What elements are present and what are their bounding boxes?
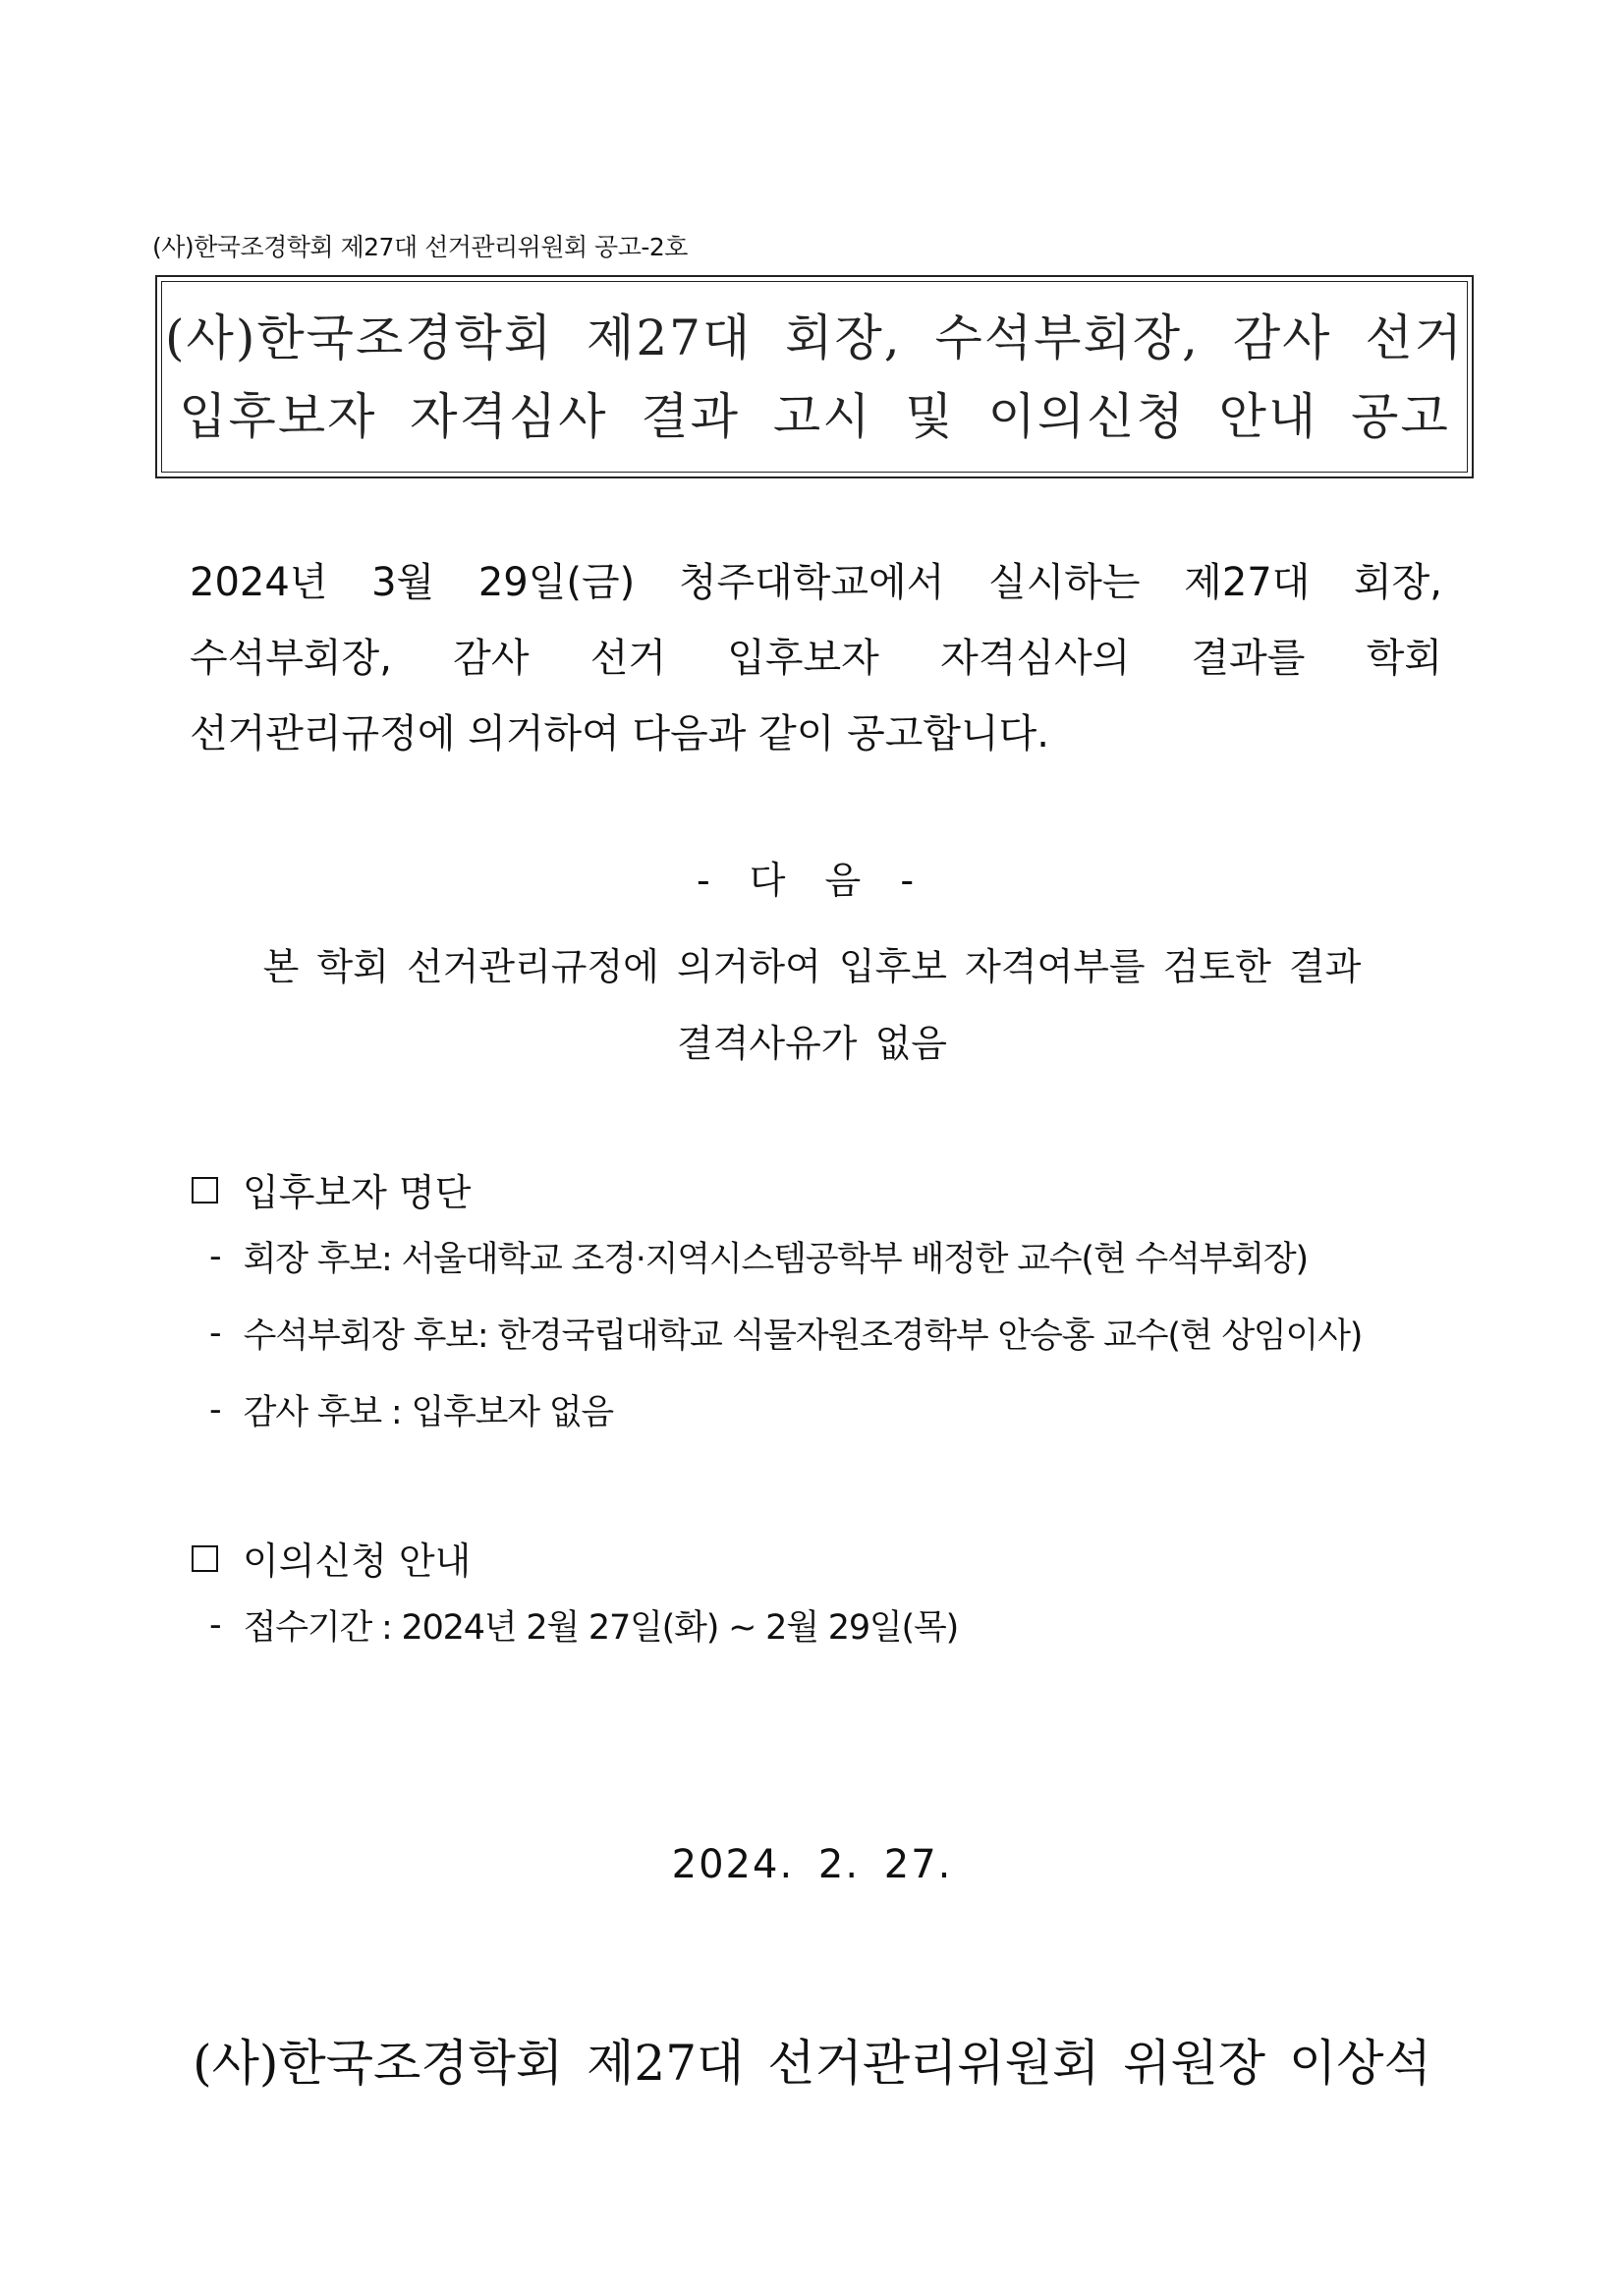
candidate-text: 감사 후보 : 입후보자 없음 [243, 1393, 614, 1432]
intro-line-3: 선거관리규정에 의거하여 다음과 같이 공고합니다. [190, 711, 1050, 756]
candidate-item [192, 1295, 1362, 1372]
candidate-item [192, 1372, 1362, 1448]
title-line-2: 입후보자 자격심사 결과 고시 및 이의신청 안내 공고 [179, 387, 1450, 445]
objection-text: 접수기간 : 2024년 2월 27일(화) ~ 2월 29일(목) [243, 1608, 959, 1648]
checkbox-icon [192, 1545, 218, 1572]
title-box-inner [161, 281, 1468, 473]
candidate-text: 회장 후보: 서울대학교 조경·지역시스템공학부 배정한 교수(현 수석부회장) [243, 1240, 1308, 1279]
objection-item [192, 1587, 958, 1663]
intro-line-2: 수석부회장, 감사 선거 입후보자 자격심사의 결과를 학회 [190, 636, 1442, 681]
dash-bullet: - [209, 1237, 222, 1276]
following-heading: - 다 음 - [696, 859, 928, 902]
candidates-heading-label: 입후보자 명단 [243, 1170, 472, 1214]
candidate-text: 수석부회장 후보: 한경국립대학교 식물자원조경학부 안승홍 교수(현 상임이사) [243, 1316, 1363, 1356]
intro-line-1: 2024년 3월 29일(금) 청주대학교에서 실시하는 제27대 회장, [190, 560, 1442, 605]
title-box [155, 275, 1474, 478]
notice-date: 2024. 2. 27. [671, 1842, 953, 1887]
checkbox-icon [192, 1177, 218, 1204]
dash-bullet: - [209, 1390, 222, 1429]
result-statement [0, 928, 1624, 1082]
signature-line: (사)한국조경학회 제27대 선거관리위원회 위원장 이상석 [193, 2035, 1431, 2092]
candidate-item [192, 1218, 1362, 1295]
notice-number: (사)한국조경학회 제27대 선거관리위원회 공고-2호 [152, 233, 688, 261]
objection-section [192, 1528, 958, 1663]
title-line-1: (사)한국조경학회 제27대 회장, 수석부회장, 감사 선거 [165, 308, 1464, 366]
candidates-heading [192, 1159, 1362, 1218]
intro-paragraph [190, 545, 1442, 772]
objection-heading-label: 이의신청 안내 [243, 1539, 472, 1583]
dash-bullet: - [209, 1605, 222, 1645]
result-line-2: 결격사유가 없음 [676, 1022, 948, 1065]
dash-bullet: - [209, 1314, 222, 1353]
result-line-1: 본 학회 선거관리규정에 의거하여 입후보 자격여부를 검토한 결과 [262, 945, 1362, 988]
candidates-section [192, 1159, 1362, 1448]
objection-heading [192, 1528, 958, 1587]
